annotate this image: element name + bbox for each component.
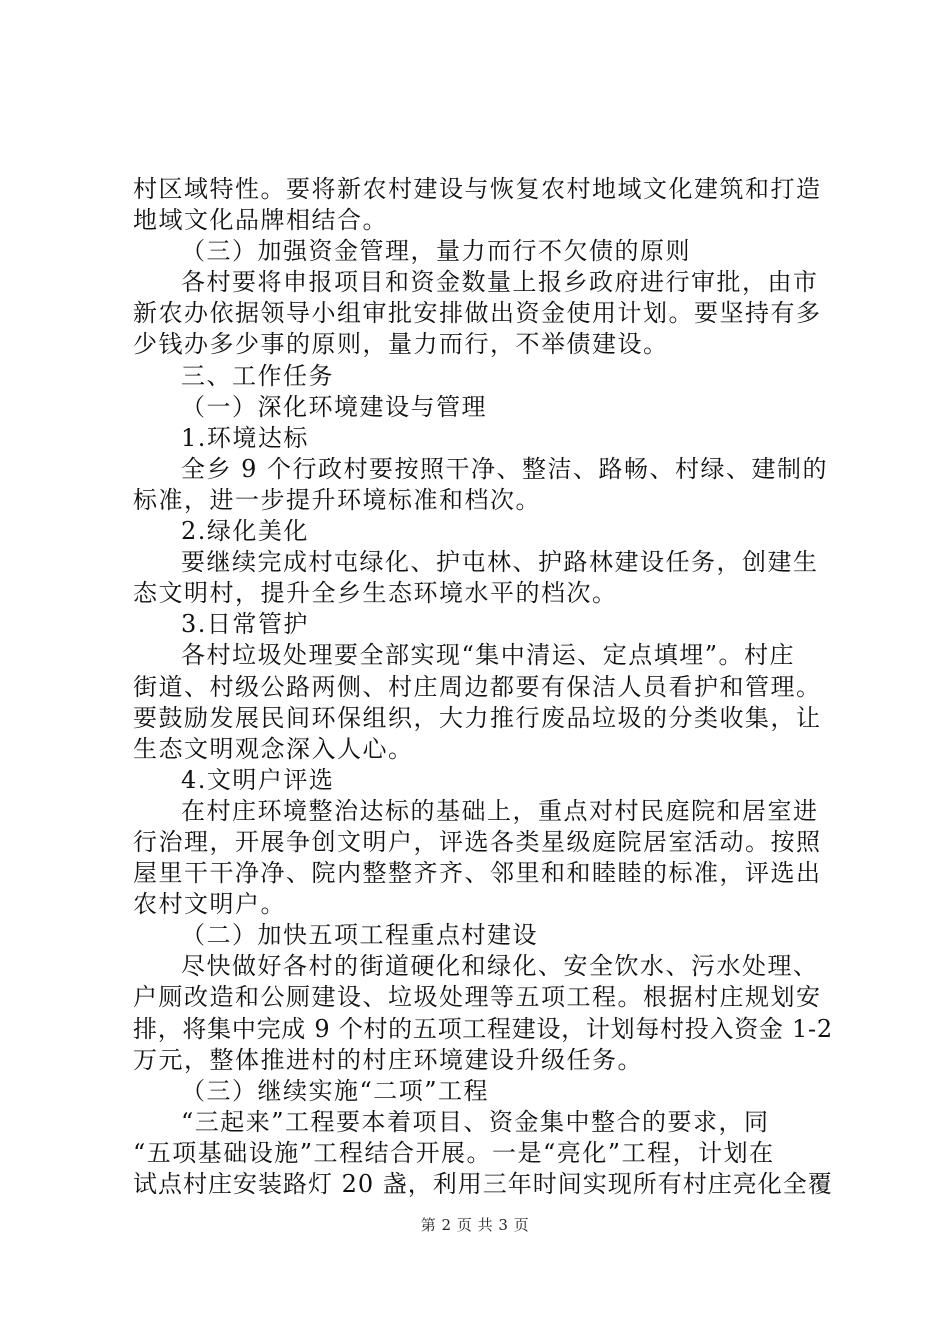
text-line: 试点村庄安装路灯 20 盏，利用三年时间实现所有村庄亮化全覆 bbox=[133, 1170, 833, 1198]
text-line: 各村要将申报项目和资金数量上报乡政府进行审批，由市 bbox=[181, 268, 819, 297]
text-line: 4.文明户评选 bbox=[181, 765, 335, 794]
text-line: “五项基础设施”工程结合开展。一是“亮化”工程，计划在 bbox=[133, 1138, 775, 1167]
text-line: 要鼓励发展民间环保组织，大力推行废品垃圾的分类收集，让 bbox=[133, 703, 822, 732]
text-line: “三起来”工程要本着项目、资金集中整合的要求，同 bbox=[181, 1107, 770, 1136]
text-line: 村区域特性。要将新农村建设与恢复农村地域文化建筑和打造 bbox=[133, 175, 822, 203]
text-line: 新农办依据领导小组审批安排做出资金使用计划。要坚持有多 bbox=[133, 299, 822, 328]
text-line: （一）深化环境建设与管理 bbox=[181, 392, 487, 421]
text-line: 行治理，开展争创文明户，评选各类星级庭院居室活动。按照 bbox=[133, 827, 822, 856]
text-line: 各村垃圾处理要全部实现“集中清运、定点填埋”。村庄 bbox=[181, 641, 796, 670]
text-line: 农村文明户。 bbox=[133, 890, 286, 919]
text-line: 2.绿化美化 bbox=[181, 517, 309, 546]
text-line: 在村庄环境整治达标的基础上，重点对村民庭院和居室进 bbox=[181, 796, 819, 825]
text-line: 1.环境达标 bbox=[181, 423, 309, 452]
text-line: （三）继续实施“二项”工程 bbox=[181, 1076, 490, 1105]
text-line: （三）加强资金管理，量力而行不欠债的原则 bbox=[181, 237, 691, 266]
text-line: 态文明村，提升全乡生态环境水平的档次。 bbox=[133, 579, 618, 608]
text-line: 地域文化品牌相结合。 bbox=[133, 206, 388, 235]
text-line: 屋里干干净净、院内整整齐齐、邻里和和睦睦的标准，评选出 bbox=[133, 859, 822, 888]
text-line: 尽快做好各村的街道硬化和绿化、安全饮水、污水处理、 bbox=[181, 952, 819, 981]
text-line: 3.日常管护 bbox=[181, 610, 309, 639]
text-line: （二）加快五项工程重点村建设 bbox=[181, 921, 538, 950]
text-line: 街道、村级公路两侧、村庄周边都要有保洁人员看护和管理。 bbox=[133, 672, 822, 701]
text-line: 万元，整体推进村的村庄环境建设升级任务。 bbox=[133, 1045, 643, 1074]
document-body bbox=[133, 174, 833, 1200]
text-line: 排，将集中完成 9 个村的五项工程建设，计划每村投入资金 1-2 bbox=[133, 1014, 833, 1043]
text-line: 三、工作任务 bbox=[181, 361, 334, 390]
text-line: 户厕改造和公厕建设、垃圾处理等五项工程。根据村庄规划安 bbox=[133, 983, 822, 1012]
text-line: 要继续完成村屯绿化、护屯林、护路林建设任务，创建生 bbox=[181, 548, 819, 577]
text-line: 全乡 9 个行政村要按照干净、整洁、路畅、村绿、建制的 bbox=[181, 454, 829, 483]
text-line: 少钱办多少事的原则，量力而行，不举债建设。 bbox=[133, 330, 669, 359]
text-line: 生态文明观念深入人心。 bbox=[133, 734, 414, 763]
page-footer: 第 2 页 共 3 页 bbox=[420, 1216, 530, 1234]
text-line: 标准，进一步提升环境标准和档次。 bbox=[133, 485, 541, 514]
